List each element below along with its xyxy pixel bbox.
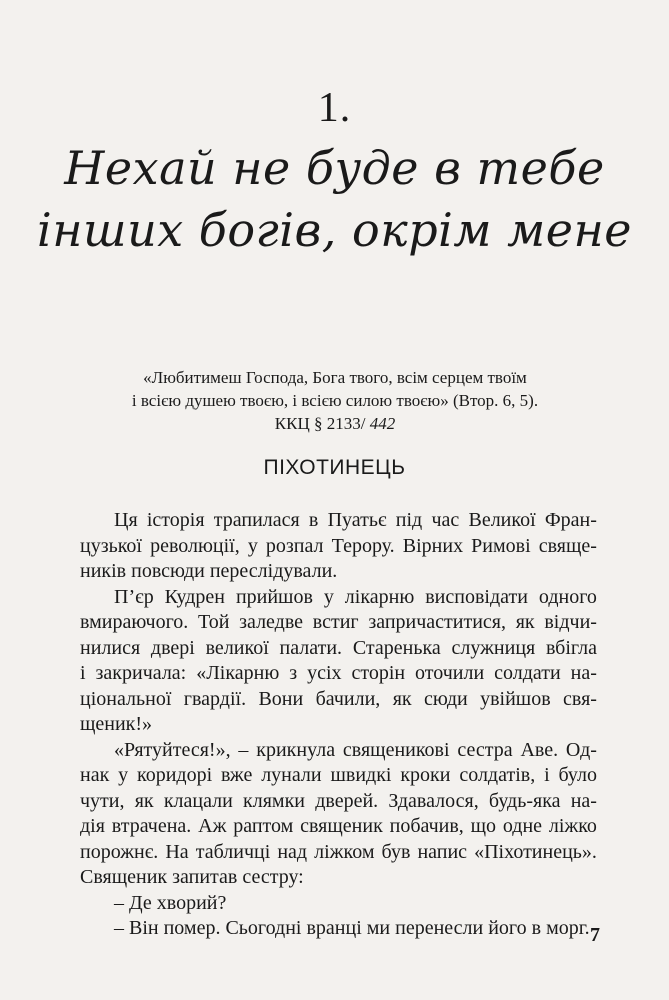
text-line: чути, як клацали клямки дверей. Здавалося, будь-яка на- bbox=[80, 789, 597, 812]
chapter-title-line-2: інших богів, окрім мене bbox=[37, 203, 632, 257]
chapter-number: 1. bbox=[317, 85, 352, 131]
text-line: порожнє. На табличці над ліжком був напис «Піхотинець». bbox=[80, 840, 597, 863]
reference-prefix: ККЦ § 2133/ bbox=[274, 414, 370, 433]
epigraph bbox=[80, 366, 590, 435]
text-line: «Рятуйтеся!», – крикнула священикові сестра Аве. Од- bbox=[114, 738, 597, 761]
text-line: вмираючого. Той заледве встиг запричаститися, як відчи- bbox=[80, 611, 597, 633]
epigraph-line: «Любитимеш Господа, Бога твого, всім серцем твоїм bbox=[143, 368, 527, 387]
text-line: – Він помер. Сьогодні вранці ми перенесли його в морг. bbox=[114, 917, 590, 939]
text-line: ників повсюди переслідували. bbox=[80, 560, 338, 582]
text-line: нилися двері великої палати. Старенька служниця вбігла bbox=[80, 636, 597, 659]
text-line: і закричала: «Лікарню з усіх сторін оточили солдати на- bbox=[80, 662, 597, 684]
chapter-title-line-1: Нехай не буде в тебе bbox=[64, 141, 605, 195]
text-line: щеник!» bbox=[80, 713, 153, 735]
text-line: Ця історія трапилася в Пуатьє під час Великої Фран- bbox=[114, 509, 597, 531]
epigraph-line: і всією душею твоєю, і всією силою твоєю» (Втор. 6, 5). bbox=[131, 391, 539, 410]
page-number: 7 bbox=[590, 924, 600, 946]
reference-number: 442 bbox=[369, 414, 396, 433]
section-title: ПІХОТИНЕЦЬ bbox=[263, 456, 406, 479]
text-line: ціональної гвардії. Вони бачили, як сюди увійшов свя- bbox=[80, 687, 597, 710]
epigraph-reference bbox=[80, 412, 590, 435]
text-line: – Де хворий? bbox=[114, 891, 227, 914]
text-line: дія втрачена. Аж раптом священик побачив, що одне ліжко bbox=[80, 815, 597, 837]
text-line: нак у коридорі вже лунали швидкі кроки солдатів, і було bbox=[80, 764, 597, 786]
body-text bbox=[80, 508, 597, 942]
text-line: Священик запитав сестру: bbox=[80, 866, 304, 888]
text-line: цузької революції, у розпал Терору. Вірних Римові свяще- bbox=[80, 534, 597, 557]
text-line: П’єр Кудрен прийшов у лікарню висповідати одного bbox=[114, 585, 597, 608]
